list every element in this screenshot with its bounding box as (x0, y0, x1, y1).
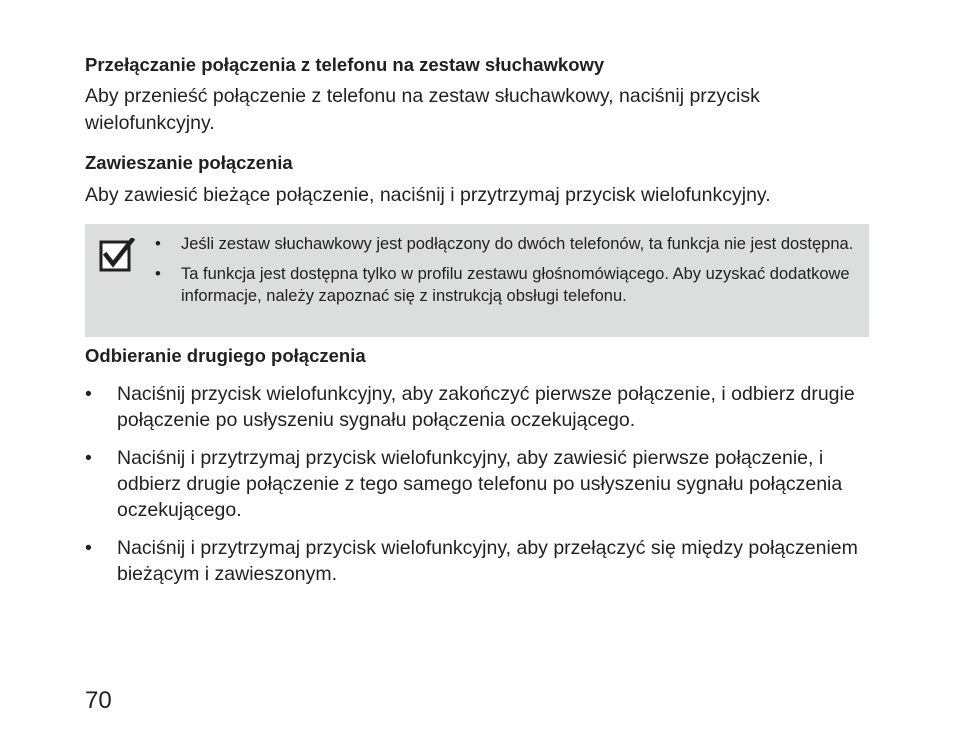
note-item-text: Jeśli zestaw słuchawkowy jest podłączony do dwóch telefonów, ta funkcja nie jest dostępna. (181, 235, 854, 253)
list-item (85, 445, 869, 523)
list-item (85, 381, 869, 433)
bullet-icon: • (155, 235, 161, 253)
section-body-hold: Aby zawiesić bieżące połączenie, naciśnij i przytrzymaj przycisk wielofunkcyjny. (85, 184, 771, 206)
list-item-text: Naciśnij i przytrzymaj przycisk wielofunkcyjny, aby zawiesić pierwsze połączenie, i odbierz drugie połączenie z tego samego telefonu po usłyszeniu sygnału połączenia oczekującego. (117, 447, 843, 521)
section-body-transfer: Aby przenieść połączenie z telefonu na zestaw słuchawkowy, naciśnij przycisk wielofunkcyjny. (85, 85, 760, 134)
section-heading-transfer: Przełączanie połączenia z telefonu na zestaw słuchawkowy (85, 54, 605, 75)
note-list (155, 233, 855, 315)
note-box (85, 224, 869, 337)
list-item-text: Naciśnij przycisk wielofunkcyjny, aby zakończyć pierwsze połączenie, i odbierz drugie połączenie po usłyszeniu sygnału połączenia oczekującego. (117, 383, 855, 431)
page-number: 70 (85, 687, 112, 714)
section-heading-hold: Zawieszanie połączenia (85, 152, 293, 173)
list-item (85, 535, 869, 587)
section-heading-second-call: Odbieranie drugiego połączenia (85, 345, 366, 366)
list-item-text: Naciśnij i przytrzymaj przycisk wielofunkcyjny, aby przełączyć się między połączeniem bieżącym i zawieszonym. (117, 537, 858, 585)
note-item (155, 233, 855, 255)
note-item-text: Ta funkcja jest dostępna tylko w profilu zestawu głośnomówiącego. Aby uzyskać dodatkowe informacje, należy zapoznać się z instrukcją obsługi telefonu. (181, 265, 850, 305)
bullet-icon: • (85, 447, 92, 469)
bullet-icon: • (85, 383, 92, 405)
bullet-icon: • (155, 265, 161, 283)
checkbox-check-icon (99, 238, 135, 274)
second-call-list (85, 381, 869, 599)
bullet-icon: • (85, 537, 92, 559)
note-item (155, 263, 855, 307)
